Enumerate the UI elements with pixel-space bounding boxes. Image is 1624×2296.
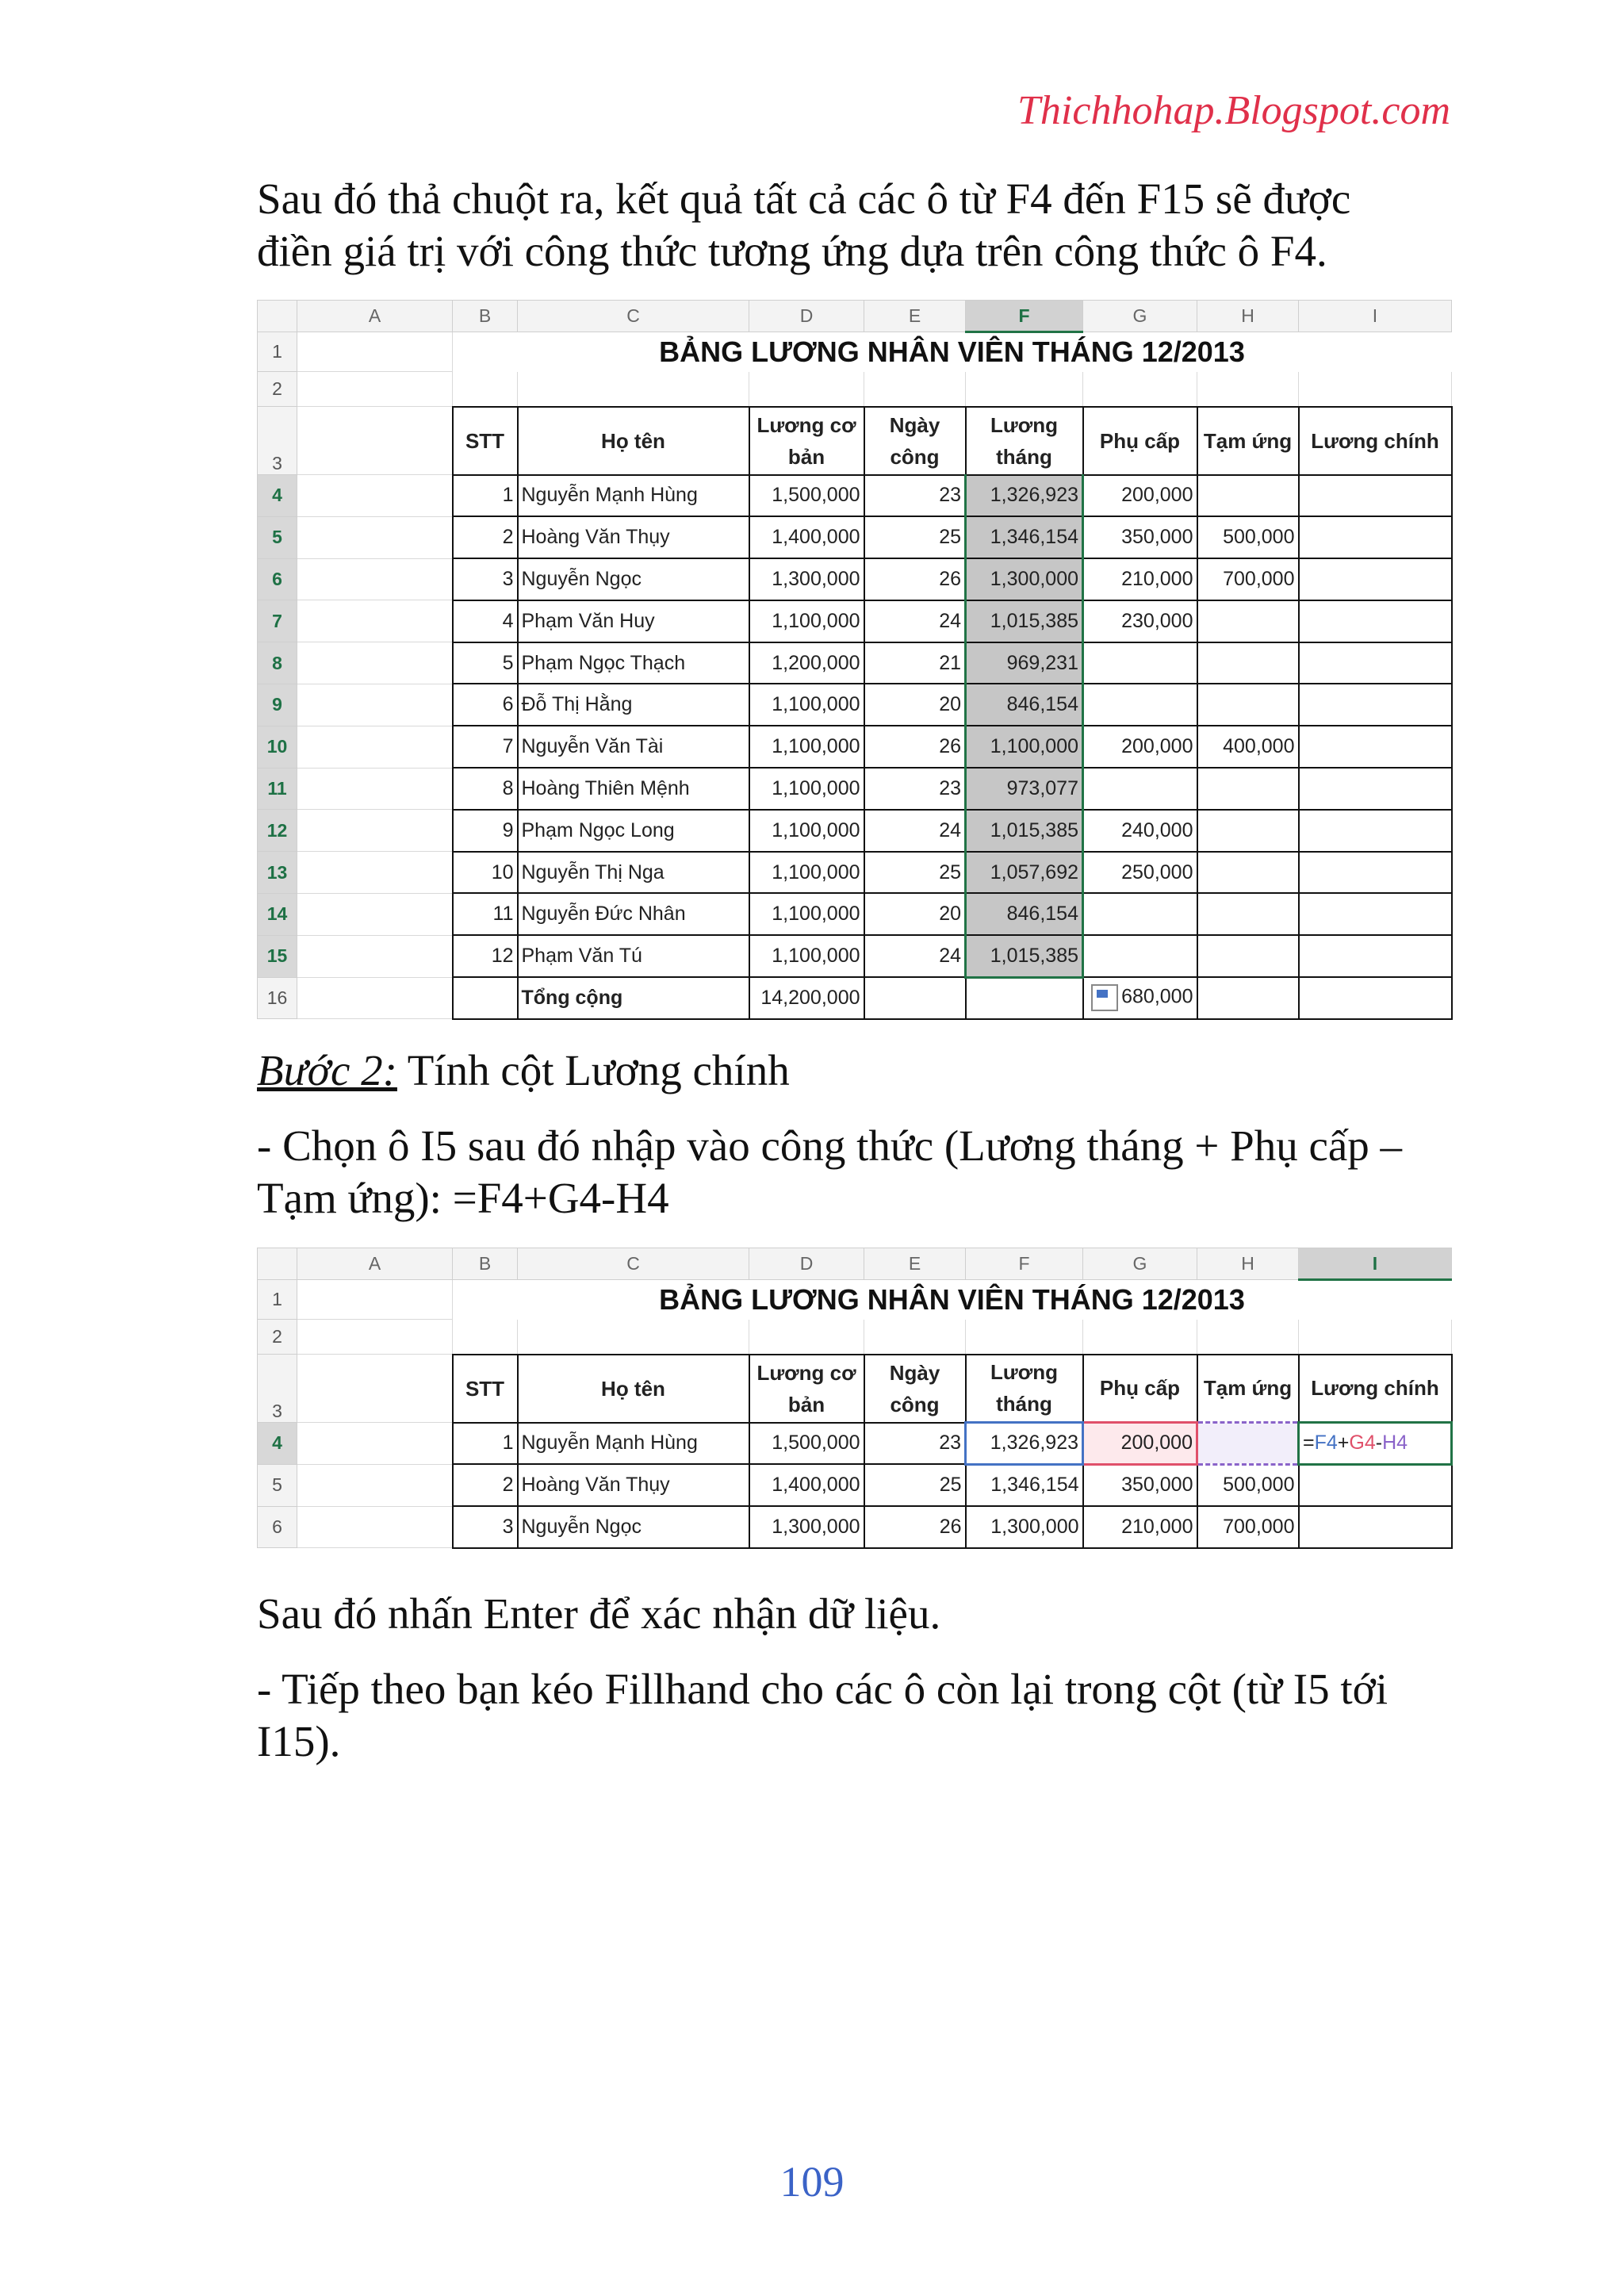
intro-line: điền giá trị với công thức tương ứng dựa trên công thức ô F4. (257, 227, 1327, 275)
step2-paragraph (257, 1120, 1453, 1225)
cell-month[interactable]: 1,300,000 (966, 558, 1083, 600)
select-all-corner[interactable] (258, 301, 297, 332)
cell-main-salary[interactable] (1299, 558, 1452, 600)
cell-days[interactable]: 23 (864, 768, 966, 810)
step2-line: Tạm ứng): =F4+G4-H4 (257, 1174, 669, 1222)
cell-name[interactable]: Phạm Văn Huy (518, 600, 749, 642)
column-header[interactable]: E (864, 1248, 966, 1280)
total-label[interactable]: Tổng cộng (518, 977, 749, 1019)
cell-allowance[interactable]: 210,000 (1083, 558, 1197, 600)
header-main-salary: Lương chính (1299, 1355, 1452, 1423)
cell-stt[interactable]: 8 (453, 768, 518, 810)
cell-month[interactable]: 1,057,692 (966, 852, 1083, 894)
column-header[interactable]: I (1299, 301, 1452, 332)
row-header[interactable]: 3 (258, 407, 297, 475)
cell-main-salary[interactable] (1299, 516, 1452, 558)
row-header[interactable]: 5 (258, 516, 297, 558)
row-header[interactable]: 15 (258, 935, 297, 977)
column-header[interactable]: A (297, 301, 453, 332)
cell-basic[interactable]: 1,200,000 (749, 642, 864, 684)
table-row (258, 642, 1452, 684)
header-allowance: Phụ cấp (1083, 1355, 1197, 1423)
cell-days[interactable]: 20 (864, 893, 966, 935)
page-number: 109 (779, 2158, 845, 2206)
cell-month[interactable]: 846,154 (966, 684, 1083, 726)
row-header[interactable]: 6 (258, 1506, 297, 1548)
cell-advance[interactable] (1197, 642, 1299, 684)
cell-allowance[interactable]: 200,000 (1083, 726, 1197, 768)
row-header[interactable]: 2 (258, 372, 297, 407)
step2-heading (257, 1045, 1453, 1097)
cell-name[interactable]: Đỗ Thị Hằng (518, 684, 749, 726)
cell-basic[interactable]: 1,500,000 (749, 475, 864, 517)
site-watermark: Thichhohap.Blogspot.com (1017, 88, 1450, 133)
header-name: Họ tên (518, 407, 749, 475)
cell-advance[interactable] (1197, 600, 1299, 642)
cell-stt[interactable]: 11 (453, 893, 518, 935)
cell-main-salary[interactable] (1299, 810, 1452, 852)
cell-allowance-ref[interactable]: 200,000 (1083, 1423, 1197, 1465)
column-header[interactable]: A (297, 1248, 453, 1280)
cell-basic[interactable]: 1,100,000 (749, 893, 864, 935)
cell-advance[interactable] (1197, 935, 1299, 977)
cell-days[interactable]: 23 (864, 1423, 966, 1465)
cell-basic[interactable]: 1,500,000 (749, 1423, 864, 1465)
cell-stt[interactable]: 3 (453, 558, 518, 600)
cell-days[interactable]: 25 (864, 852, 966, 894)
row-header[interactable]: 11 (258, 768, 297, 810)
header-allowance: Phụ cấp (1083, 407, 1197, 475)
cell-main-salary[interactable] (1299, 684, 1452, 726)
cell-advance[interactable] (1197, 810, 1299, 852)
cell-basic[interactable]: 1,100,000 (749, 810, 864, 852)
cell-stt[interactable]: 12 (453, 935, 518, 977)
cell-allowance[interactable]: 350,000 (1083, 516, 1197, 558)
select-all-corner[interactable] (258, 1248, 297, 1280)
table-row (258, 1464, 1452, 1506)
cell-stt[interactable]: 1 (453, 1423, 518, 1465)
column-header[interactable]: F (966, 1248, 1083, 1280)
cell-month[interactable]: 1,100,000 (966, 726, 1083, 768)
cell-month[interactable]: 1,015,385 (966, 935, 1083, 977)
header-days: Ngày công (864, 1355, 966, 1423)
cell-stt[interactable]: 10 (453, 852, 518, 894)
header-stt: STT (453, 407, 518, 475)
cell-days[interactable]: 24 (864, 600, 966, 642)
cell-days[interactable]: 21 (864, 642, 966, 684)
cell-allowance[interactable]: 200,000 (1083, 475, 1197, 517)
fill-line: I15). (257, 1717, 341, 1765)
sheet-title: BẢNG LƯƠNG NHÂN VIÊN THÁNG 12/2013 (453, 332, 1452, 372)
cell-name[interactable]: Phạm Ngọc Long (518, 810, 749, 852)
cell-main-salary[interactable] (1299, 935, 1452, 977)
cell-month[interactable]: 1,346,154 (966, 1464, 1083, 1506)
column-header[interactable]: F (966, 301, 1083, 332)
cell-stt[interactable]: 7 (453, 726, 518, 768)
column-header[interactable]: D (749, 1248, 864, 1280)
outro-line: Sau đó nhấn Enter để xác nhận dữ liệu. (257, 1589, 941, 1638)
table-row (258, 852, 1452, 894)
cell-main-salary[interactable] (1299, 726, 1452, 768)
cell-basic[interactable]: 1,400,000 (749, 516, 864, 558)
column-header[interactable]: E (864, 301, 966, 332)
cell-basic[interactable]: 1,100,000 (749, 684, 864, 726)
row-header[interactable]: 3 (258, 1355, 297, 1423)
header-advance: Tạm ứng (1197, 1355, 1299, 1423)
cell-advance[interactable] (1197, 684, 1299, 726)
header-advance: Tạm ứng (1197, 407, 1299, 475)
row-header[interactable]: 4 (258, 1423, 297, 1465)
cell-month[interactable]: 1,300,000 (966, 1506, 1083, 1548)
cell-main-salary[interactable] (1299, 768, 1452, 810)
cell-name[interactable]: Hoàng Văn Thụy (518, 516, 749, 558)
cell-basic[interactable]: 1,100,000 (749, 726, 864, 768)
cell-advance[interactable]: 500,000 (1197, 1464, 1299, 1506)
column-header[interactable]: C (518, 301, 749, 332)
cell-name[interactable]: Nguyễn Ngọc (518, 558, 749, 600)
table-row (258, 1423, 1452, 1465)
table-row (258, 475, 1452, 517)
step2-label: Bước 2: (257, 1046, 397, 1094)
cell-name[interactable]: Nguyễn Văn Tài (518, 726, 749, 768)
column-header[interactable]: C (518, 1248, 749, 1280)
cell-advance[interactable]: 500,000 (1197, 516, 1299, 558)
table-row (258, 726, 1452, 768)
cell-days[interactable]: 24 (864, 935, 966, 977)
cell-name[interactable]: Hoàng Thiên Mệnh (518, 768, 749, 810)
cell-days[interactable]: 25 (864, 516, 966, 558)
total-allowance[interactable]: 680,000 (1083, 977, 1197, 1019)
cell-allowance[interactable] (1083, 642, 1197, 684)
cell-month[interactable]: 846,154 (966, 893, 1083, 935)
row-header[interactable]: 4 (258, 475, 297, 517)
cell-advance-ref[interactable] (1197, 1423, 1299, 1465)
header-month: Lương tháng (966, 1355, 1083, 1423)
cell-advance[interactable]: 700,000 (1197, 558, 1299, 600)
cell-advance[interactable] (1197, 768, 1299, 810)
cell-main-salary[interactable] (1299, 852, 1452, 894)
row-header[interactable]: 1 (258, 332, 297, 372)
table-row (258, 893, 1452, 935)
cell-stt[interactable]: 5 (453, 642, 518, 684)
row-header[interactable]: 10 (258, 726, 297, 768)
row-header[interactable]: 6 (258, 558, 297, 600)
cell-allowance[interactable] (1083, 684, 1197, 726)
outro-paragraph (257, 1588, 1453, 1640)
header-basic: Lương cơ bản (749, 407, 864, 475)
column-header[interactable]: G (1083, 301, 1197, 332)
cell-basic[interactable]: 1,100,000 (749, 768, 864, 810)
cell-allowance[interactable] (1083, 935, 1197, 977)
step2-title: Tính cột Lương chính (396, 1046, 790, 1094)
cell-main-salary[interactable] (1299, 642, 1452, 684)
cell-month[interactable]: 1,015,385 (966, 810, 1083, 852)
cell-days[interactable]: 26 (864, 1506, 966, 1548)
sheet-title: BẢNG LƯƠNG NHÂN VIÊN THÁNG 12/2013 (453, 1280, 1452, 1320)
cell-month-ref[interactable]: 1,326,923 (966, 1423, 1083, 1465)
column-header[interactable]: D (749, 301, 864, 332)
fill-line: - Tiếp theo bạn kéo Fillhand cho các ô còn lại trong cột (từ I5 tới (257, 1665, 1388, 1713)
table-row (258, 768, 1452, 810)
step2-line: - Chọn ô I5 sau đó nhập vào công thức (Lương tháng + Phụ cấp – (257, 1121, 1403, 1170)
cell-basic[interactable]: 1,300,000 (749, 1506, 864, 1548)
row-header[interactable]: 12 (258, 810, 297, 852)
header-name: Họ tên (518, 1355, 749, 1423)
formula-cell[interactable]: =F4+G4-H4 (1299, 1423, 1452, 1465)
header-basic: Lương cơ bản (749, 1355, 864, 1423)
column-header[interactable]: G (1083, 1248, 1197, 1280)
row-header[interactable]: 14 (258, 893, 297, 935)
table-row (258, 810, 1452, 852)
cell-advance[interactable] (1197, 475, 1299, 517)
header-stt: STT (453, 1355, 518, 1423)
intro-paragraph (257, 173, 1453, 278)
spreadsheet-formula-entry (257, 1248, 1451, 1549)
fill-paragraph (257, 1663, 1453, 1768)
cell-stt[interactable]: 6 (453, 684, 518, 726)
cell-days[interactable]: 26 (864, 558, 966, 600)
cell-basic[interactable]: 1,300,000 (749, 558, 864, 600)
row-header[interactable]: 16 (258, 977, 297, 1019)
total-basic[interactable]: 14,200,000 (749, 977, 864, 1019)
cell-month[interactable]: 1,326,923 (966, 475, 1083, 517)
cell-main-salary[interactable] (1299, 1506, 1452, 1548)
column-header[interactable]: H (1197, 1248, 1299, 1280)
intro-line: Sau đó thả chuột ra, kết quả tất cả các ô từ F4 đến F15 sẽ được (257, 174, 1351, 223)
header-days: Ngày công (864, 407, 966, 475)
row-header[interactable]: 8 (258, 642, 297, 684)
paste-options-icon[interactable] (1091, 984, 1118, 1011)
cell-name[interactable]: Nguyễn Thị Nga (518, 852, 749, 894)
cell-allowance[interactable]: 210,000 (1083, 1506, 1197, 1548)
column-header[interactable]: B (453, 301, 518, 332)
row-header[interactable]: 2 (258, 1320, 297, 1355)
cell-stt[interactable]: 1 (453, 475, 518, 517)
cell-basic[interactable]: 1,100,000 (749, 600, 864, 642)
row-header[interactable]: 1 (258, 1280, 297, 1320)
row-header[interactable]: 9 (258, 684, 297, 726)
cell-basic[interactable]: 1,400,000 (749, 1464, 864, 1506)
cell-name[interactable]: Phạm Ngọc Thạch (518, 642, 749, 684)
cell-stt[interactable]: 4 (453, 600, 518, 642)
cell-allowance[interactable]: 350,000 (1083, 1464, 1197, 1506)
cell-name[interactable]: Nguyễn Đức Nhân (518, 893, 749, 935)
cell-name[interactable]: Nguyễn Mạnh Hùng (518, 475, 749, 517)
cell-month[interactable]: 973,077 (966, 768, 1083, 810)
row-header[interactable]: 13 (258, 852, 297, 894)
column-header[interactable]: I (1299, 1248, 1452, 1280)
cell-days[interactable]: 24 (864, 810, 966, 852)
cell-stt[interactable]: 3 (453, 1506, 518, 1548)
row-header[interactable]: 7 (258, 600, 297, 642)
table-row (258, 558, 1452, 600)
header-month: Lương tháng (966, 407, 1083, 475)
cell-stt[interactable]: 2 (453, 1464, 518, 1506)
table-row (258, 935, 1452, 977)
table-row (258, 684, 1452, 726)
cell-name[interactable]: Nguyễn Mạnh Hùng (518, 1423, 749, 1465)
table-row (258, 600, 1452, 642)
spreadsheet-fill-result (257, 300, 1451, 1020)
cell-stt[interactable]: 2 (453, 516, 518, 558)
cell-main-salary[interactable] (1299, 475, 1452, 517)
cell-advance[interactable] (1197, 893, 1299, 935)
row-header[interactable]: 5 (258, 1464, 297, 1506)
cell-advance[interactable]: 400,000 (1197, 726, 1299, 768)
column-header[interactable]: H (1197, 301, 1299, 332)
cell-advance[interactable]: 700,000 (1197, 1506, 1299, 1548)
cell-basic[interactable]: 1,100,000 (749, 852, 864, 894)
cell-allowance[interactable] (1083, 768, 1197, 810)
column-header-row (258, 301, 1452, 332)
cell-days[interactable]: 23 (864, 475, 966, 517)
cell-main-salary[interactable] (1299, 1464, 1452, 1506)
cell-days[interactable]: 26 (864, 726, 966, 768)
cell-days[interactable]: 25 (864, 1464, 966, 1506)
cell-month[interactable]: 1,015,385 (966, 600, 1083, 642)
header-main-salary: Lương chính (1299, 407, 1452, 475)
cell-name[interactable]: Nguyễn Ngọc (518, 1506, 749, 1548)
cell-name[interactable]: Hoàng Văn Thụy (518, 1464, 749, 1506)
table-row (258, 516, 1452, 558)
cell-allowance[interactable]: 240,000 (1083, 810, 1197, 852)
cell-main-salary[interactable] (1299, 600, 1452, 642)
cell-name[interactable]: Phạm Văn Tú (518, 935, 749, 977)
table-row (258, 1506, 1452, 1548)
cell-basic[interactable]: 1,100,000 (749, 935, 864, 977)
cell-month[interactable]: 969,231 (966, 642, 1083, 684)
cell-allowance[interactable]: 230,000 (1083, 600, 1197, 642)
cell-allowance[interactable]: 250,000 (1083, 852, 1197, 894)
cell-days[interactable]: 20 (864, 684, 966, 726)
cell-stt[interactable]: 9 (453, 810, 518, 852)
column-header-row (258, 1248, 1452, 1280)
cell-month[interactable]: 1,346,154 (966, 516, 1083, 558)
cell-main-salary[interactable] (1299, 893, 1452, 935)
cell-advance[interactable] (1197, 852, 1299, 894)
cell-allowance[interactable] (1083, 893, 1197, 935)
column-header[interactable]: B (453, 1248, 518, 1280)
